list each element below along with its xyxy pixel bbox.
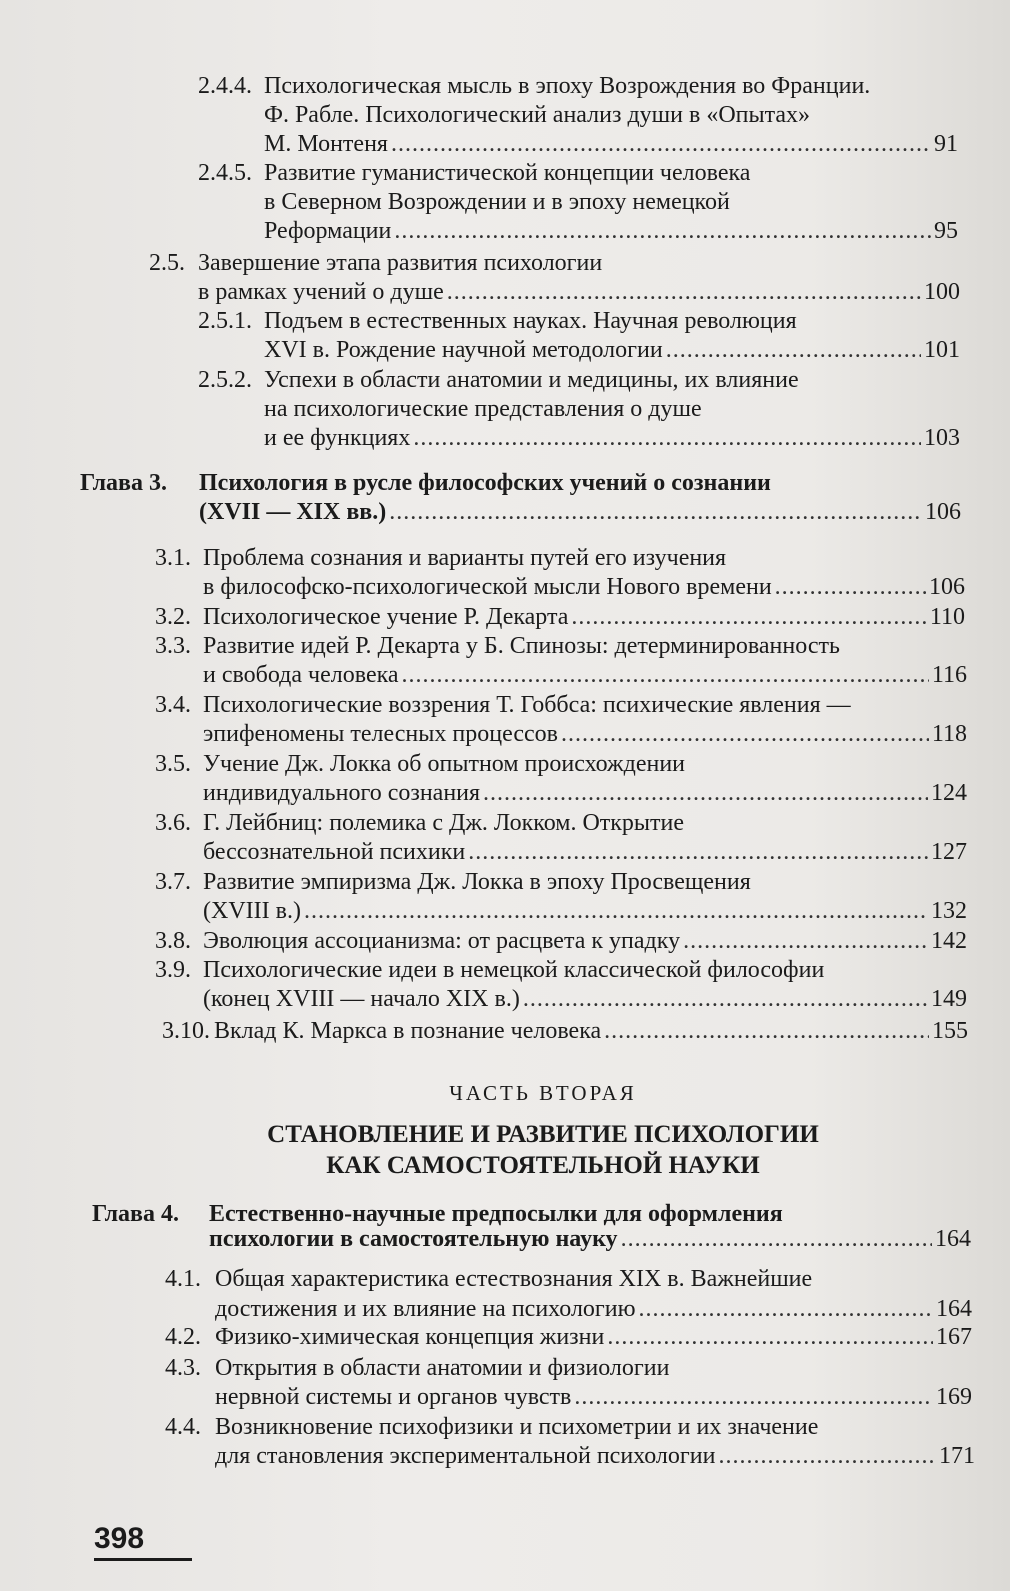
page-number: 398 [94, 1522, 145, 1555]
toc-entry-text: Психологическое учение Р. Декарта [203, 604, 569, 630]
toc-entry-text: Общая характеристика естествознания XIX в. Важнейшие [215, 1266, 813, 1292]
toc-entry-text: XVI в. Рождение научной методологии [264, 337, 663, 363]
toc-entry-text: Психологические воззрения Т. Гоббса: психические явления — [203, 692, 851, 718]
leader-dots [402, 660, 929, 690]
toc-entry-row [203, 896, 967, 926]
toc-entry-number: 3.6. [155, 810, 191, 836]
toc-entry-text: достижения и их влияние на психологию [215, 1296, 636, 1322]
chapter-title: Психология в русле философских учений о сознании [199, 470, 771, 496]
toc-page-number: 95 [934, 218, 958, 244]
toc-entry-text: Открытия в области анатомии и физиологии [215, 1355, 670, 1381]
toc-entry-text: Успехи в области анатомии и медицины, их влияние [264, 367, 799, 393]
toc-entry-text: М. Монтеня [264, 131, 388, 157]
toc-page-number: 110 [929, 604, 965, 630]
toc-entry-row [203, 837, 967, 867]
toc-entry-row [203, 778, 967, 808]
leader-dots [483, 778, 928, 808]
toc-page-number: 124 [931, 780, 967, 806]
leader-dots [571, 602, 926, 632]
toc-entry-text: Развитие эмпиризма Дж. Локка в эпоху Просвещения [203, 869, 751, 895]
toc-entry-row [203, 602, 965, 632]
toc-page-number: 103 [924, 425, 960, 451]
part-label: ЧАСТЬ ВТОРАЯ [449, 1081, 637, 1105]
toc-page-number: 149 [931, 986, 967, 1012]
toc-entry-text: Психологическая мысль в эпоху Возрождения во Франции. [264, 73, 871, 99]
leader-dots [561, 719, 929, 749]
toc-entry-row [199, 497, 961, 527]
toc-entry-number: 2.5.1. [198, 308, 252, 334]
toc-entry-text: Эволюция ассоцианизма: от расцвета к упадку [203, 928, 681, 954]
toc-entry-text: на психологические представления о душе [264, 396, 702, 422]
toc-page-number: 100 [924, 279, 960, 305]
toc-entry-number: 2.4.4. [198, 73, 252, 99]
toc-page-number: 155 [932, 1018, 968, 1044]
toc-entry-number: 2.4.5. [198, 160, 252, 186]
part-title: КАК САМОСТОЯТЕЛЬНОЙ НАУКИ [326, 1152, 760, 1179]
toc-entry-row [203, 926, 967, 956]
toc-entry-text: для становления экспериментальной психологии [215, 1443, 716, 1469]
toc-entry-number: 2.5. [149, 250, 185, 276]
toc-entry-number: 3.2. [155, 604, 191, 630]
toc-entry-text: индивидуального сознания [203, 780, 481, 806]
toc-page-number: 116 [931, 662, 967, 688]
leader-dots [775, 572, 926, 602]
toc-entry-number: 3.10. [162, 1018, 210, 1044]
toc-entry-row [264, 335, 960, 365]
toc-entry-row [198, 277, 960, 307]
toc-entry-row [203, 984, 967, 1014]
toc-entry-number: 3.3. [155, 633, 191, 659]
leader-dots [389, 497, 922, 527]
toc-page-number: 101 [924, 337, 960, 363]
toc-entry-row [264, 423, 960, 453]
toc-page-number: 127 [931, 839, 967, 865]
toc-entry-text: нервной системы и органов чувств [215, 1384, 572, 1410]
toc-entry-text: Развитие гуманистической концепции человека [264, 160, 751, 186]
toc-entry-row [215, 1441, 975, 1471]
leader-dots [391, 129, 931, 159]
leader-dots [304, 896, 928, 926]
leader-dots [574, 1382, 933, 1412]
toc-entry-text: Проблема сознания и варианты путей его изучения [203, 545, 727, 571]
part-title: СТАНОВЛЕНИЕ И РАЗВИТИЕ ПСИХОЛОГИИ [267, 1121, 819, 1148]
toc-entry-row [264, 129, 958, 159]
toc-page-number: 106 [925, 499, 961, 525]
toc-entry-row [215, 1322, 972, 1352]
leader-dots [447, 277, 921, 307]
toc-entry-number: 3.8. [155, 928, 191, 954]
toc-entry-row [203, 572, 965, 602]
toc-entry-text: эпифеномены телесных процессов [203, 721, 558, 747]
toc-entry-text: Г. Лейбниц: полемика с Дж. Локком. Открытие [203, 810, 685, 836]
toc-entry-text: бессознательной психики [203, 839, 466, 865]
toc-entry-row [215, 1294, 972, 1324]
leader-dots [604, 1016, 929, 1046]
toc-entry-row [215, 1382, 972, 1412]
leader-dots [394, 216, 931, 246]
chapter-title: (XVII — XIX вв.) [199, 499, 387, 525]
leader-dots [607, 1322, 933, 1352]
chapter-title: психологии в самостоятельную науку [209, 1226, 618, 1252]
toc-entry-row [203, 719, 967, 749]
toc-entry-text: Психологические идеи в немецкой классической философии [203, 957, 825, 983]
leader-dots [413, 423, 921, 453]
toc-page-number: 132 [931, 898, 967, 924]
toc-page-number: 167 [936, 1324, 972, 1350]
leader-dots [718, 1441, 936, 1471]
toc-entry-text: (XVIII в.) [203, 898, 301, 924]
toc-entry-number: 3.5. [155, 751, 191, 777]
chapter-label: Глава 3. [80, 470, 167, 496]
toc-page-number: 171 [939, 1443, 975, 1469]
toc-entry-row [264, 216, 958, 246]
toc-entry-text: Ф. Рабле. Психологический анализ души в «Опытах» [264, 102, 811, 128]
leader-dots [666, 335, 921, 365]
toc-page-number: 169 [936, 1384, 972, 1410]
toc-page-number: 118 [931, 721, 967, 747]
toc-entry-row [203, 660, 967, 690]
toc-entry-text: в Северном Возрождении и в эпоху немецкой [264, 189, 730, 215]
toc-entry-number: 3.4. [155, 692, 191, 718]
toc-page-number: 106 [929, 574, 965, 600]
toc-entry-text: Физико-химическая концепция жизни [215, 1324, 605, 1350]
toc-entry-text: в философско-психологической мысли Нового времени [203, 574, 772, 600]
chapter-title: Естественно-научные предпосылки для оформления [209, 1201, 783, 1227]
toc-entry-text: Возникновение психофизики и психометрии и их значение [215, 1414, 819, 1440]
toc-entry-row [209, 1224, 971, 1254]
toc-entry-text: и ее функциях [264, 425, 411, 451]
toc-entry-number: 4.3. [165, 1355, 201, 1381]
toc-page-number: 164 [935, 1226, 971, 1252]
toc-entry-number: 3.7. [155, 869, 191, 895]
leader-dots [621, 1224, 932, 1254]
toc-entry-number: 3.9. [155, 957, 191, 983]
toc-page-number: 142 [931, 928, 967, 954]
toc-entry-text: Развитие идей Р. Декарта у Б. Спинозы: детерминированность [203, 633, 840, 659]
leader-dots [683, 926, 928, 956]
leader-dots [468, 837, 928, 867]
page-number-rule [94, 1558, 192, 1561]
toc-entry-row [214, 1016, 968, 1046]
toc-entry-number: 2.5.2. [198, 367, 252, 393]
toc-entry-text: и свобода человека [203, 662, 399, 688]
toc-page-number: 164 [936, 1296, 972, 1322]
toc-entry-number: 4.2. [165, 1324, 201, 1350]
toc-entry-text: Учение Дж. Локка об опытном происхождении [203, 751, 686, 777]
toc-entry-text: Вклад К. Маркса в познание человека [214, 1018, 602, 1044]
toc-entry-number: 3.1. [155, 545, 191, 571]
toc-entry-number: 4.4. [165, 1414, 201, 1440]
toc-entry-text: Реформации [264, 218, 392, 244]
toc-entry-text: Подъем в естественных науках. Научная революция [264, 308, 797, 334]
leader-dots [639, 1294, 933, 1324]
toc-entry-number: 4.1. [165, 1266, 201, 1292]
chapter-label: Глава 4. [92, 1201, 179, 1227]
toc-entry-text: Завершение этапа развития психологии [198, 250, 603, 276]
toc-page-number: 91 [934, 131, 958, 157]
toc-entry-text: (конец XVIII — начало XIX в.) [203, 986, 520, 1012]
leader-dots [523, 984, 928, 1014]
toc-entry-text: в рамках учений о душе [198, 279, 444, 305]
